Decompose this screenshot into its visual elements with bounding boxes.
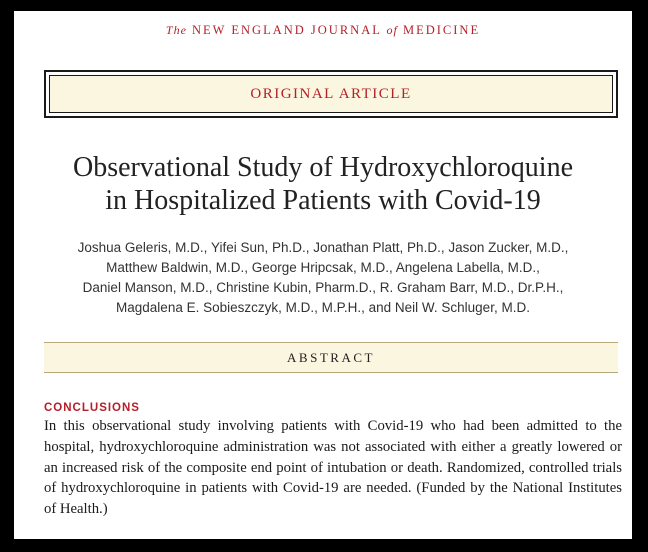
article-title: [14, 151, 632, 217]
author-line-1: Joshua Geleris, M.D., Yifei Sun, Ph.D., Jonathan Platt, Ph.D., Jason Zucker, M.D.,: [77, 240, 569, 255]
masthead-name-2: MEDICINE: [402, 23, 481, 37]
article-page: [14, 11, 632, 539]
title-line-1: Observational Study of Hydroxychloroquine: [72, 152, 574, 183]
author-line-4: Magdalena E. Sobieszczyk, M.D., M.P.H., and Neil W. Schluger, M.D.: [116, 300, 530, 315]
author-line-2: Matthew Baldwin, M.D., George Hripcsak, M.D., Angelena Labella, M.D.,: [106, 260, 540, 275]
author-list: [14, 238, 632, 318]
conclusions-heading: CONCLUSIONS: [44, 402, 140, 414]
masthead-name: NEW ENGLAND JOURNAL: [192, 23, 382, 37]
masthead-of: of: [386, 23, 398, 37]
abstract-header: ABSTRACT: [44, 342, 618, 373]
author-line-3: Daniel Manson, M.D., Christine Kubin, Pharm.D., R. Graham Barr, M.D., Dr.P.H.,: [82, 280, 564, 295]
article-type-banner: [44, 70, 618, 118]
masthead-the: The: [165, 23, 187, 37]
title-line-2: in Hospitalized Patients with Covid-19: [105, 185, 541, 216]
article-type-label: ORIGINAL ARTICLE: [49, 75, 613, 113]
conclusions-text: In this observational study involving patients with Covid-19 who had been admitted to the hospital, hydroxychloroquine administration was not associated with either a greatly lowered or an increased risk of the composite end point of intubation or death. Randomized, controlled trials of hydroxychloroquine in patients with Covid-19 are needed. (Funded by the National Institutes of Health.): [44, 418, 622, 518]
journal-masthead: [14, 23, 632, 38]
